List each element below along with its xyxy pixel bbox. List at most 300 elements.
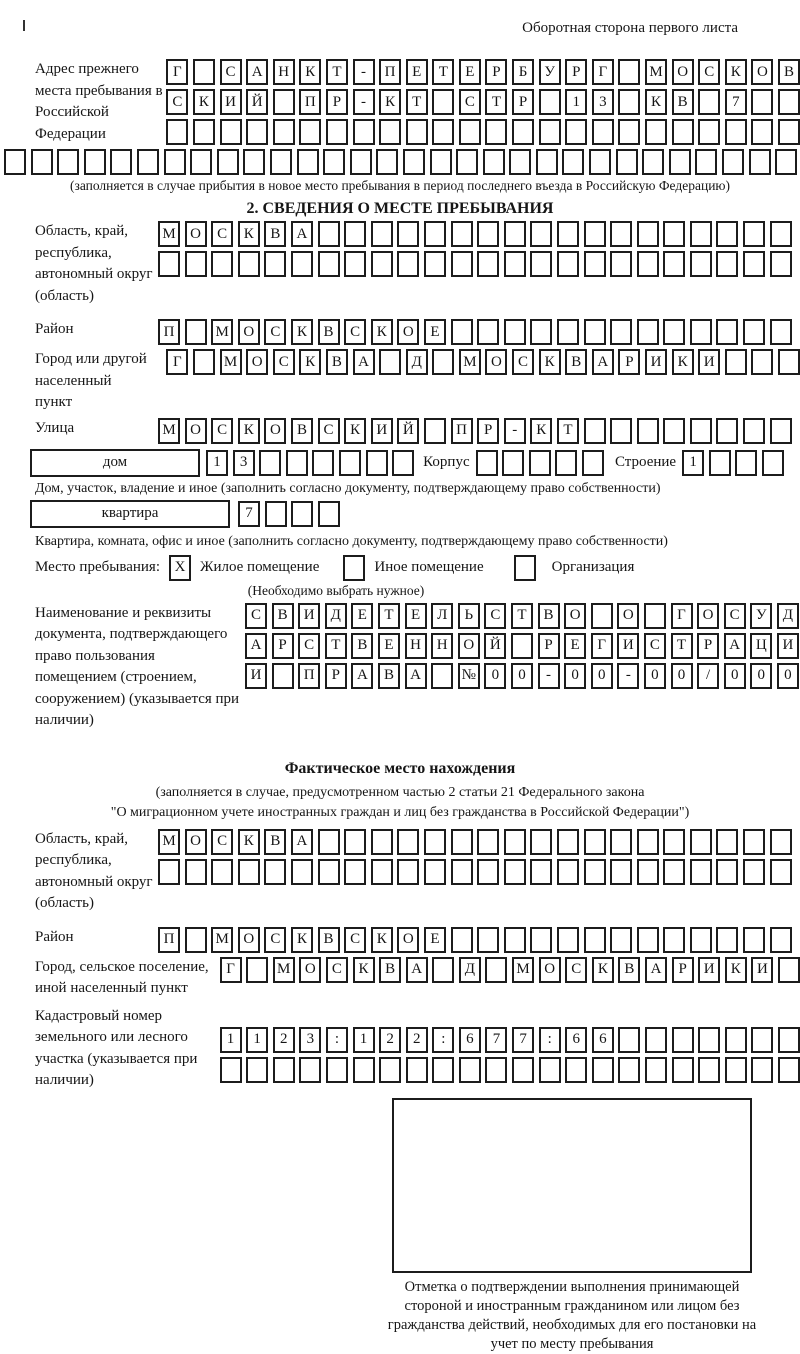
char-cell: Т — [485, 89, 507, 115]
char-cell — [371, 251, 393, 277]
doc-block — [0, 603, 800, 732]
char-cell: 1 — [682, 450, 704, 476]
char-cell: П — [298, 663, 320, 689]
gorod-block — [0, 349, 800, 414]
char-cell — [193, 59, 215, 85]
char-cell — [238, 859, 260, 885]
char-cell: Ь — [458, 603, 480, 629]
char-cell: М — [645, 59, 667, 85]
char-cell: Р — [538, 633, 560, 659]
dom-cells — [206, 450, 414, 476]
char-cell: Д — [459, 957, 481, 983]
char-cell: У — [539, 59, 561, 85]
char-cell: 6 — [459, 1027, 481, 1053]
char-cell — [477, 251, 499, 277]
char-cell — [530, 829, 552, 855]
char-cell: Л — [431, 603, 453, 629]
char-cell: С — [565, 957, 587, 983]
char-cell — [565, 1057, 587, 1083]
char-cell: С — [245, 603, 267, 629]
char-cell: К — [371, 319, 393, 345]
char-cell — [770, 221, 792, 247]
char-cell — [618, 59, 640, 85]
char-cell: Т — [432, 59, 454, 85]
char-cell — [690, 927, 712, 953]
char-cell: К — [238, 418, 260, 444]
char-cell: П — [379, 59, 401, 85]
raion-block — [0, 319, 800, 345]
char-cell — [591, 603, 613, 629]
char-cell — [371, 221, 393, 247]
char-cell — [557, 319, 579, 345]
page-side-note: Оборотная сторона первого листа — [522, 20, 738, 36]
char-cell: К — [344, 418, 366, 444]
char-cell — [312, 450, 334, 476]
char-cell: К — [530, 418, 552, 444]
char-cell: Г — [220, 957, 242, 983]
char-cell: С — [326, 957, 348, 983]
char-cell — [397, 859, 419, 885]
char-cell: И — [698, 349, 720, 375]
fact-gorod-row — [220, 957, 800, 983]
char-cell — [477, 221, 499, 247]
char-cell — [485, 1057, 507, 1083]
mesto-label: Место пребывания: — [35, 559, 160, 575]
char-cell: С — [698, 59, 720, 85]
char-cell — [246, 1057, 268, 1083]
char-cell — [743, 221, 765, 247]
char-cell — [584, 859, 606, 885]
char-cell: - — [617, 663, 639, 689]
char-cell — [610, 319, 632, 345]
char-cell: № — [458, 663, 480, 689]
mesto-note: (Необходимо выбрать нужное) — [247, 582, 425, 598]
char-cell — [762, 450, 784, 476]
char-cell: К — [238, 829, 260, 855]
fact-oblast-label: Область, край, республика, автономный округ (область) — [35, 830, 153, 911]
prev-address-grid — [166, 59, 800, 145]
kvartira-cells — [238, 501, 340, 527]
char-cell — [592, 119, 614, 145]
char-cell — [366, 450, 388, 476]
fact-title: Фактическое место нахождения — [284, 759, 516, 777]
char-cell — [323, 149, 345, 175]
char-cell — [477, 319, 499, 345]
char-cell — [273, 119, 295, 145]
char-cell: М — [158, 829, 180, 855]
char-cell — [504, 221, 526, 247]
char-cell: Р — [697, 633, 719, 659]
char-cell: С — [264, 927, 286, 953]
scan-artifact — [23, 20, 25, 31]
char-cell — [318, 251, 340, 277]
char-cell: М — [220, 349, 242, 375]
char-cell — [698, 1027, 720, 1053]
char-cell — [291, 501, 313, 527]
char-cell: 0 — [484, 663, 506, 689]
ulitsa-label: Улица — [35, 419, 75, 436]
char-cell — [264, 251, 286, 277]
char-cell — [424, 829, 446, 855]
char-cell — [610, 829, 632, 855]
char-cell: А — [592, 349, 614, 375]
char-cell — [344, 221, 366, 247]
char-cell — [645, 1027, 667, 1053]
char-cell: М — [211, 319, 233, 345]
char-cell — [725, 1057, 747, 1083]
char-cell — [610, 251, 632, 277]
char-cell — [432, 1057, 454, 1083]
char-cell: 1 — [206, 450, 228, 476]
stroenie-cells — [682, 450, 784, 476]
char-cell — [451, 319, 473, 345]
char-cell: 2 — [273, 1027, 295, 1053]
char-cell: 0 — [591, 663, 613, 689]
char-cell — [751, 349, 773, 375]
char-cell: К — [299, 59, 321, 85]
char-cell: Й — [246, 89, 268, 115]
doc-label: Наименование и реквизиты документа, подтверждающего право пользования помещением (строением, сооружением) (указывается при наличии) — [35, 604, 240, 728]
char-cell: 2 — [379, 1027, 401, 1053]
char-cell — [716, 829, 738, 855]
char-cell: Р — [325, 663, 347, 689]
prev-address-row3 — [166, 119, 800, 145]
char-cell: Т — [671, 633, 693, 659]
char-cell — [459, 1057, 481, 1083]
char-cell — [770, 859, 792, 885]
char-cell — [743, 319, 765, 345]
char-cell: В — [318, 319, 340, 345]
char-cell — [775, 149, 797, 175]
char-cell — [424, 859, 446, 885]
char-cell — [318, 829, 340, 855]
char-cell: 7 — [485, 1027, 507, 1053]
char-cell: О — [485, 349, 507, 375]
char-cell — [243, 149, 265, 175]
char-cell: О — [397, 927, 419, 953]
char-cell: Р — [512, 89, 534, 115]
char-cell — [57, 149, 79, 175]
char-cell: - — [538, 663, 560, 689]
doc-row3 — [245, 663, 799, 689]
char-cell — [562, 149, 584, 175]
char-cell — [504, 829, 526, 855]
korpus-cells — [476, 450, 604, 476]
char-cell: 7 — [512, 1027, 534, 1053]
char-cell: С — [724, 603, 746, 629]
char-cell: 3 — [299, 1027, 321, 1053]
char-cell — [645, 1057, 667, 1083]
char-cell: 1 — [246, 1027, 268, 1053]
kvartira-note: Квартира, комната, офис и иное (заполнить согласно документу, подтверждающему право собственности) — [35, 533, 668, 549]
char-cell: К — [299, 349, 321, 375]
char-cell: 0 — [750, 663, 772, 689]
char-cell — [291, 859, 313, 885]
char-cell: 3 — [233, 450, 255, 476]
char-cell: К — [238, 221, 260, 247]
char-cell — [211, 859, 233, 885]
char-cell — [432, 349, 454, 375]
ulitsa-block — [0, 418, 800, 444]
char-cell: М — [158, 418, 180, 444]
char-cell — [743, 251, 765, 277]
oblast-label: Область, край, республика, автономный округ (область) — [35, 223, 153, 304]
char-cell: Г — [671, 603, 693, 629]
char-cell: И — [245, 663, 267, 689]
char-cell: : — [539, 1027, 561, 1053]
char-cell — [557, 927, 579, 953]
char-cell: 0 — [564, 663, 586, 689]
char-cell — [217, 149, 239, 175]
kvartira-row — [0, 500, 800, 528]
prev-address-note: (заполняется в случае прибытия в новое место пребывания в период последнего въезда в Российскую Федерацию) — [69, 178, 731, 193]
char-cell: М — [512, 957, 534, 983]
char-cell — [778, 1057, 800, 1083]
char-cell — [326, 119, 348, 145]
char-cell — [698, 1057, 720, 1083]
char-cell — [539, 1057, 561, 1083]
char-cell — [451, 829, 473, 855]
char-cell — [610, 927, 632, 953]
char-cell: : — [326, 1027, 348, 1053]
char-cell: 1 — [353, 1027, 375, 1053]
char-cell: К — [539, 349, 561, 375]
korpus-label: Корпус — [423, 454, 470, 470]
char-cell: К — [379, 89, 401, 115]
char-cell — [379, 1057, 401, 1083]
ulitsa-row — [158, 418, 792, 444]
char-cell — [743, 418, 765, 444]
fact-oblast-grid — [158, 829, 792, 885]
doc-row2 — [245, 633, 799, 659]
char-cell: С — [264, 319, 286, 345]
char-cell — [430, 149, 452, 175]
char-cell — [690, 319, 712, 345]
char-cell — [504, 319, 526, 345]
char-cell — [371, 829, 393, 855]
fact-kadastr-row2 — [220, 1057, 800, 1083]
char-cell: О — [185, 221, 207, 247]
char-cell — [397, 221, 419, 247]
char-cell — [589, 149, 611, 175]
oblast-grid — [158, 221, 792, 277]
char-cell: С — [220, 59, 242, 85]
char-cell — [610, 221, 632, 247]
char-cell — [637, 221, 659, 247]
char-cell — [299, 119, 321, 145]
char-cell — [725, 1027, 747, 1053]
oblast-row1 — [158, 221, 792, 247]
char-cell: С — [459, 89, 481, 115]
char-cell: В — [351, 633, 373, 659]
char-cell — [618, 1027, 640, 1053]
char-cell: А — [245, 633, 267, 659]
char-cell: И — [298, 603, 320, 629]
char-cell — [344, 251, 366, 277]
char-cell: И — [751, 957, 773, 983]
char-cell: 0 — [671, 663, 693, 689]
char-cell: С — [318, 418, 340, 444]
char-cell: 0 — [511, 663, 533, 689]
char-cell — [326, 1057, 348, 1083]
char-cell: П — [299, 89, 321, 115]
char-cell — [259, 450, 281, 476]
char-cell — [84, 149, 106, 175]
char-cell: О — [185, 829, 207, 855]
mesto-prebyvaniya-row — [35, 555, 800, 581]
fact-raion-label: Район — [35, 928, 74, 945]
char-cell: К — [725, 957, 747, 983]
char-cell — [509, 149, 531, 175]
char-cell: В — [672, 89, 694, 115]
oblast-row2 — [158, 251, 792, 277]
char-cell — [270, 149, 292, 175]
char-cell: Т — [557, 418, 579, 444]
char-cell: О — [539, 957, 561, 983]
char-cell: М — [273, 957, 295, 983]
char-cell — [642, 149, 664, 175]
char-cell — [190, 149, 212, 175]
char-cell: П — [158, 319, 180, 345]
char-cell: Г — [166, 59, 188, 85]
char-cell: О — [751, 59, 773, 85]
char-cell — [584, 829, 606, 855]
char-cell: С — [298, 633, 320, 659]
char-cell — [557, 829, 579, 855]
prev-address-section — [0, 59, 800, 145]
char-cell: Е — [424, 319, 446, 345]
char-cell: В — [565, 349, 587, 375]
fact-oblast-block — [0, 829, 800, 915]
char-cell — [185, 927, 207, 953]
char-cell — [637, 319, 659, 345]
char-cell — [318, 859, 340, 885]
char-cell — [483, 149, 505, 175]
char-cell — [504, 251, 526, 277]
option-zhiloe-label: Жилое помещение — [200, 559, 320, 575]
char-cell — [584, 927, 606, 953]
char-cell: С — [344, 927, 366, 953]
char-cell: О — [458, 633, 480, 659]
char-cell — [770, 418, 792, 444]
char-cell — [582, 450, 604, 476]
char-cell — [584, 221, 606, 247]
char-cell: Р — [618, 349, 640, 375]
char-cell — [339, 450, 361, 476]
char-cell: К — [291, 319, 313, 345]
char-cell: И — [777, 633, 799, 659]
char-cell: Т — [511, 603, 533, 629]
char-cell — [31, 149, 53, 175]
char-cell: 0 — [724, 663, 746, 689]
fact-gorod-block — [0, 957, 800, 1000]
char-cell — [637, 927, 659, 953]
char-cell — [735, 450, 757, 476]
fact-oblast-row2 — [158, 859, 792, 885]
char-cell — [353, 1057, 375, 1083]
char-cell: В — [264, 221, 286, 247]
char-cell — [273, 89, 295, 115]
char-cell: А — [405, 663, 427, 689]
char-cell — [424, 221, 446, 247]
char-cell: - — [353, 59, 375, 85]
char-cell — [350, 149, 372, 175]
char-cell — [512, 119, 534, 145]
char-cell: 7 — [238, 501, 260, 527]
char-cell: 6 — [565, 1027, 587, 1053]
char-cell — [618, 89, 640, 115]
char-cell — [485, 957, 507, 983]
char-cell — [778, 89, 800, 115]
char-cell: Б — [512, 59, 534, 85]
char-cell — [592, 1057, 614, 1083]
checkbox-mark: X — [174, 559, 186, 575]
char-cell — [672, 1057, 694, 1083]
char-cell — [424, 251, 446, 277]
char-cell — [530, 319, 552, 345]
kvartira-type-box: квартира — [30, 500, 230, 528]
char-cell — [392, 450, 414, 476]
char-cell — [770, 319, 792, 345]
char-cell — [663, 829, 685, 855]
char-cell — [432, 957, 454, 983]
char-cell: А — [645, 957, 667, 983]
char-cell — [502, 450, 524, 476]
char-cell — [695, 149, 717, 175]
char-cell — [158, 251, 180, 277]
char-cell — [530, 251, 552, 277]
option-inoe-label: Иное помещение — [374, 559, 484, 575]
char-cell: 2 — [406, 1027, 428, 1053]
char-cell: О — [397, 319, 419, 345]
char-cell: К — [193, 89, 215, 115]
char-cell: К — [592, 957, 614, 983]
char-cell — [220, 119, 242, 145]
char-cell: Е — [351, 603, 373, 629]
char-cell: А — [291, 829, 313, 855]
char-cell: К — [672, 349, 694, 375]
char-cell: К — [353, 957, 375, 983]
char-cell — [403, 149, 425, 175]
char-cell: 7 — [725, 89, 747, 115]
char-cell: Р — [272, 633, 294, 659]
char-cell: В — [326, 349, 348, 375]
fact-raion-row — [158, 927, 792, 953]
char-cell — [530, 221, 552, 247]
char-cell: О — [246, 349, 268, 375]
char-cell: Н — [273, 59, 295, 85]
checkbox-organizatsiya — [514, 555, 536, 581]
char-cell — [432, 119, 454, 145]
char-cell — [539, 89, 561, 115]
char-cell: С — [512, 349, 534, 375]
char-cell — [406, 1057, 428, 1083]
char-cell — [318, 501, 340, 527]
char-cell — [539, 119, 561, 145]
stamp-caption: Отметка о подтверждении выполнения принимающей стороной и иностранным гражданином или лицом без гражданства действий, необходимых для его постановки на учет по месту пребывания — [387, 1278, 757, 1352]
char-cell: Е — [459, 59, 481, 85]
char-cell: Е — [405, 603, 427, 629]
char-cell — [299, 1057, 321, 1083]
char-cell: Р — [477, 418, 499, 444]
gorod-row — [166, 349, 800, 375]
char-cell — [663, 221, 685, 247]
char-cell: Е — [564, 633, 586, 659]
char-cell — [716, 859, 738, 885]
char-cell — [220, 1057, 242, 1083]
char-cell: Т — [326, 59, 348, 85]
prev-address-row1 — [166, 59, 800, 85]
